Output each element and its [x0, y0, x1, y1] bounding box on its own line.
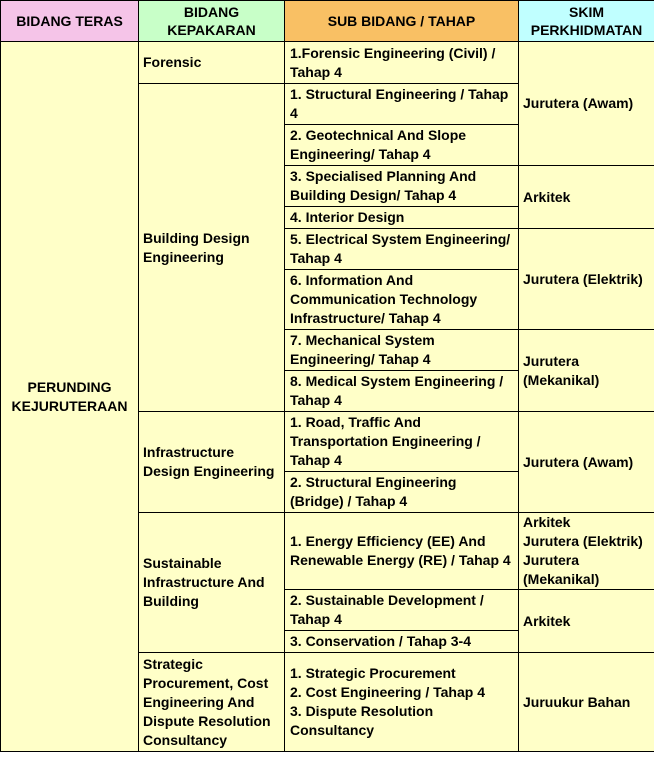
sub-bidang-cell: 4. Interior Design	[285, 207, 519, 229]
skim-line: Jurutera (Mekanikal)	[523, 552, 600, 587]
header-skim: SKIM PERKHIDMATAN	[519, 1, 654, 42]
sub-bidang-cell: 3. Conservation / Tahap 3-4	[285, 631, 519, 653]
skim-cell: Arkitek	[519, 166, 654, 229]
kepakaran-strategic: Strategic Procurement, Cost Engineering And Dispute Resolution Consultancy	[139, 653, 285, 752]
skim-line: Arkitek	[523, 514, 571, 530]
kepakaran-infrastructure: Infrastructure Design Engineering	[139, 412, 285, 513]
kepakaran-building: Building Design Engineering	[139, 84, 285, 412]
sub-line: 1. Strategic Procurement	[290, 665, 456, 681]
skim-cell: Jurutera (Mekanikal)	[519, 330, 654, 412]
sub-bidang-cell: 8. Medical System Engineering / Tahap 4	[285, 371, 519, 412]
sub-line: 3. Dispute Resolution Consultancy	[290, 703, 434, 738]
skim-cell: Jurutera (Awam)	[519, 42, 654, 166]
table-row	[1, 42, 654, 84]
sub-bidang-cell: 2. Structural Engineering (Bridge) / Tahap 4	[285, 472, 519, 513]
sub-bidang-cell: 1. Structural Engineering / Tahap 4	[285, 84, 519, 125]
header-bidang-teras: BIDANG TERAS	[1, 1, 139, 42]
kepakaran-forensic: Forensic	[139, 42, 285, 84]
skim-cell-multi	[519, 513, 654, 590]
sub-bidang-cell: 5. Electrical System Engineering/ Tahap 4	[285, 229, 519, 270]
skim-cell: Juruukur Bahan	[519, 653, 654, 752]
sub-bidang-cell: 2. Sustainable Development / Tahap 4	[285, 590, 519, 631]
header-sub-bidang: SUB BIDANG / TAHAP	[285, 1, 519, 42]
skim-cell: Jurutera (Elektrik)	[519, 229, 654, 330]
skim-line: Jurutera (Elektrik)	[523, 533, 643, 549]
kepakaran-sustainable: Sustainable Infrastructure And Building	[139, 513, 285, 653]
sub-bidang-cell: 3. Specialised Planning And Building Design/ Tahap 4	[285, 166, 519, 207]
skim-cell: Jurutera (Awam)	[519, 412, 654, 513]
bidang-teras-cell: PERUNDING KEJURUTERAAN	[1, 42, 139, 752]
sub-bidang-cell: 1. Energy Efficiency (EE) And Renewable Energy (RE) / Tahap 4	[285, 513, 519, 590]
sub-bidang-cell-multi	[285, 653, 519, 752]
sub-line: 2. Cost Engineering / Tahap 4	[290, 684, 485, 700]
sub-bidang-cell: 6. Information And Communication Technology Infrastructure/ Tahap 4	[285, 270, 519, 330]
sub-bidang-cell: 1. Road, Traffic And Transportation Engineering / Tahap 4	[285, 412, 519, 472]
header-bidang-kepakaran: BIDANG KEPAKARAN	[139, 1, 285, 42]
sub-bidang-cell: 7. Mechanical System Engineering/ Tahap 4	[285, 330, 519, 371]
sub-bidang-cell: 2. Geotechnical And Slope Engineering/ Tahap 4	[285, 125, 519, 166]
sub-bidang-cell: 1.Forensic Engineering (Civil) / Tahap 4	[285, 42, 519, 84]
header-row	[1, 1, 654, 42]
skim-cell: Arkitek	[519, 590, 654, 653]
